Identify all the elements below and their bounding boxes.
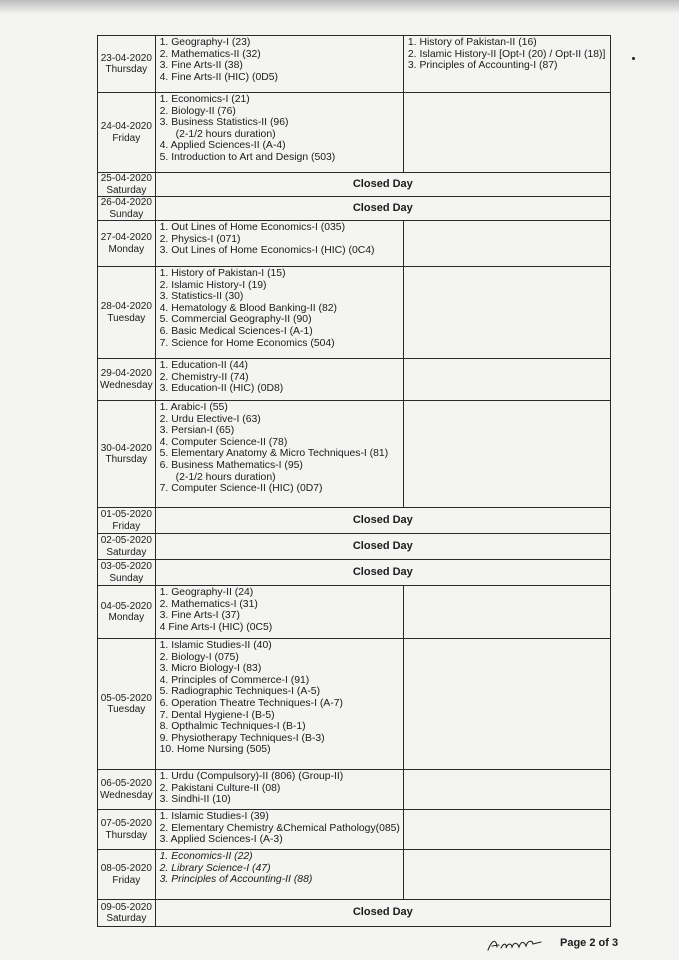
paper-item: 1. Out Lines of Home Economics-I (035) [159,222,346,233]
schedule-row [98,359,611,401]
paper-item: 3. Fine Arts-I (37) [159,610,240,622]
exam-date: 27-04-2020 [100,232,152,243]
second-papers-cell [403,221,610,267]
date-cell [98,850,156,900]
paper-item: 6. Operation Theatre Techniques-I (A-7) [159,697,343,709]
paper-item: 4 Fine Arts-I (HIC) (0C5) [159,621,273,633]
paper-item: 3. Principles of Accounting-II (88) [159,874,313,886]
paper-item: 1. Islamic Studies-I (39) [159,811,269,822]
exam-day: Saturday [106,184,147,196]
schedule-body [98,36,611,927]
exam-day: Monday [108,243,145,255]
paper-item: 9. Physiotherapy Techniques-I (B-3) [159,732,325,744]
paper-item: 5. Introduction to Art and Design (503) [159,151,336,163]
schedule-row [98,267,611,359]
exam-date: 29-04-2020 [100,368,152,379]
second-papers-cell [403,850,610,900]
exam-day: Monday [108,612,145,623]
date-cell [98,639,156,770]
papers-cell [155,586,403,639]
exam-day: Sunday [109,208,144,220]
schedule-row [98,197,611,221]
exam-day: Saturday [106,913,147,924]
paper-item: 2. Physics-I (071) [159,233,241,245]
paper-item: 10. Home Nursing (505) [159,744,271,756]
exam-date: 24-04-2020 [100,121,152,132]
exam-day: Thursday [105,64,148,75]
date-cell [98,267,156,359]
schedule-row [98,560,611,586]
exam-schedule-table [97,35,611,927]
paper-item: 1. Economics-II (22) [159,851,253,862]
papers-cell [155,639,403,770]
date-cell [98,508,156,534]
schedule-row [98,534,611,560]
paper-item: 3. Fine Arts-II (38) [159,60,243,72]
papers-cell [155,36,403,93]
exam-date: 06-05-2020 [100,778,152,789]
exam-date: 03-05-2020 [100,561,152,572]
paper-item: 6. Business Mathematics-I (95) [159,459,303,471]
schedule-row [98,639,611,770]
paper-item: 2. Library Science-I (47) [159,862,271,874]
closed-day-label: Closed Day [155,560,610,586]
second-papers-cell [403,93,610,173]
paper-item: 3. Sindhi-II (10) [159,794,231,806]
schedule-row [98,770,611,810]
date-cell [98,93,156,173]
paper-item: 3. Persian-I (65) [159,425,235,437]
paper-item: 4. Computer Science-II (78) [159,436,288,448]
exam-day: Friday [112,874,141,886]
paper-item: 2. Urdu Elective-I (63) [159,413,261,425]
papers-cell [155,93,403,173]
exam-day: Tuesday [107,704,146,715]
paper-item: 3. Statistics-II (30) [159,291,244,303]
second-papers-cell [403,359,610,401]
date-cell [98,401,156,508]
date-cell [98,221,156,267]
exam-date: 30-04-2020 [100,442,152,454]
date-cell [98,900,156,927]
exam-day: Saturday [106,546,147,558]
paper-item: 1. Islamic Studies-II (40) [159,640,272,651]
paper-item: 2. Elementary Chemistry &Chemical Pathology(085) [159,822,400,834]
schedule-row [98,36,611,93]
date-cell [98,173,156,197]
exam-day: Wednesday [100,789,153,801]
closed-day-label: Closed Day [155,900,610,927]
date-cell [98,197,156,221]
paper-item: 2. Mathematics-I (31) [159,598,258,610]
exam-day: Wednesday [100,379,153,391]
paper-item: 1. Geography-I (23) [159,37,251,48]
paper-item: 2. Pakistani Culture-II (08) [159,782,281,794]
paper-item: 3. Principles of Accounting-I (87) [407,60,558,72]
paper-item: 1. Urdu (Compulsory)-II (806) (Group-II) [159,771,344,782]
paper-item: 7. Dental Hygiene-I (B-5) [159,709,275,721]
paper-item: 2. Chemistry-II (74) [159,371,249,383]
schedule-row [98,221,611,267]
second-papers-cell [403,770,610,810]
schedule-row [98,586,611,639]
schedule-row [98,900,611,927]
paper-item: 5. Elementary Anatomy & Micro Techniques-I (81) [159,448,389,460]
schedule-row [98,173,611,197]
paper-item: (2-1/2 hours duration) [175,128,276,140]
paper-item: 3. Business Statistics-II (96) [159,117,289,129]
paper-item: 2. Islamic History-II [Opt-I (20) / Opt-II (18)] [407,48,606,60]
second-papers-cell [403,586,610,639]
exam-date: 01-05-2020 [100,509,152,520]
paper-item: 6. Basic Medical Sciences-I (A-1) [159,325,313,337]
exam-date: 25-04-2020 [100,173,152,184]
paper-item: 3. Micro Biology-I (83) [159,663,262,675]
papers-cell [155,267,403,359]
paper-item: (2-1/2 hours duration) [175,471,276,483]
exam-day: Tuesday [107,312,146,324]
page-number: Page 2 of 3 [560,937,619,949]
exam-date: 26-04-2020 [100,197,152,208]
schedule-row [98,401,611,508]
schedule-row [98,93,611,173]
closed-day-label: Closed Day [155,534,610,560]
date-cell [98,534,156,560]
signature-icon [486,932,546,954]
paper-item: 2. Mathematics-II (32) [159,48,261,60]
schedule-row [98,810,611,850]
date-cell [98,560,156,586]
second-papers-cell [403,36,610,93]
exam-date: 04-05-2020 [100,600,152,612]
speck-mark [632,57,635,60]
paper-item: 5. Commercial Geography-II (90) [159,314,312,326]
second-papers-cell [403,401,610,508]
exam-date: 02-05-2020 [100,535,152,546]
paper-item: 4. Applied Sciences-II (A-4) [159,140,286,152]
exam-date: 09-05-2020 [100,901,152,913]
paper-item: 7. Science for Home Economics (504) [159,337,335,349]
paper-item: 1. History of Pakistan-I (15) [159,268,286,279]
papers-cell [155,401,403,508]
paper-item: 8. Opthalmic Techniques-I (B-1) [159,721,306,733]
exam-date: 23-04-2020 [100,52,152,64]
papers-cell [155,221,403,267]
paper-item: 3. Applied Sciences-I (A-3) [159,834,283,846]
papers-cell [155,359,403,401]
schedule-row [98,850,611,900]
exam-date: 28-04-2020 [100,301,152,312]
closed-day-label: Closed Day [155,508,610,534]
paper-item: 1. Arabic-I (55) [159,402,228,413]
exam-date: 05-05-2020 [100,692,152,704]
page-top-shadow [0,0,679,14]
paper-item: 1. Economics-I (21) [159,94,250,105]
paper-item: 3. Education-II (HIC) (0D8) [159,383,284,395]
exam-date: 07-05-2020 [100,818,152,829]
closed-day-label: Closed Day [155,173,610,197]
paper-item: 3. Out Lines of Home Economics-I (HIC) (0C4) [159,245,375,257]
date-cell [98,770,156,810]
paper-item: 4. Hematology & Blood Banking-II (82) [159,302,337,314]
exam-day: Thursday [105,829,148,841]
papers-cell [155,810,403,850]
second-papers-cell [403,639,610,770]
schedule-row [98,508,611,534]
paper-item: 1. Geography-II (24) [159,587,254,598]
date-cell [98,36,156,93]
exam-day: Friday [112,132,141,144]
second-papers-cell [403,810,610,850]
exam-day: Friday [112,520,141,532]
paper-item: 2. Biology-I (075) [159,651,239,663]
date-cell [98,359,156,401]
date-cell [98,810,156,850]
closed-day-label: Closed Day [155,197,610,221]
paper-item: 4. Fine Arts-II (HIC) (0D5) [159,71,279,83]
paper-item: 7. Computer Science-II (HIC) (0D7) [159,483,323,495]
paper-item: 2. Islamic History-I (19) [159,279,267,291]
paper-item: 1. History of Pakistan-II (16) [407,37,537,48]
second-papers-cell [403,267,610,359]
paper-item: 4. Principles of Commerce-I (91) [159,674,310,686]
date-cell [98,586,156,639]
paper-item: 1. Education-II (44) [159,360,249,371]
papers-cell [155,770,403,810]
exam-day: Thursday [105,454,148,465]
exam-day: Sunday [109,572,144,584]
paper-item: 2. Biology-II (76) [159,105,236,117]
exam-date: 08-05-2020 [100,863,152,874]
papers-cell [155,850,403,900]
paper-item: 5. Radiographic Techniques-I (A-5) [159,686,321,698]
